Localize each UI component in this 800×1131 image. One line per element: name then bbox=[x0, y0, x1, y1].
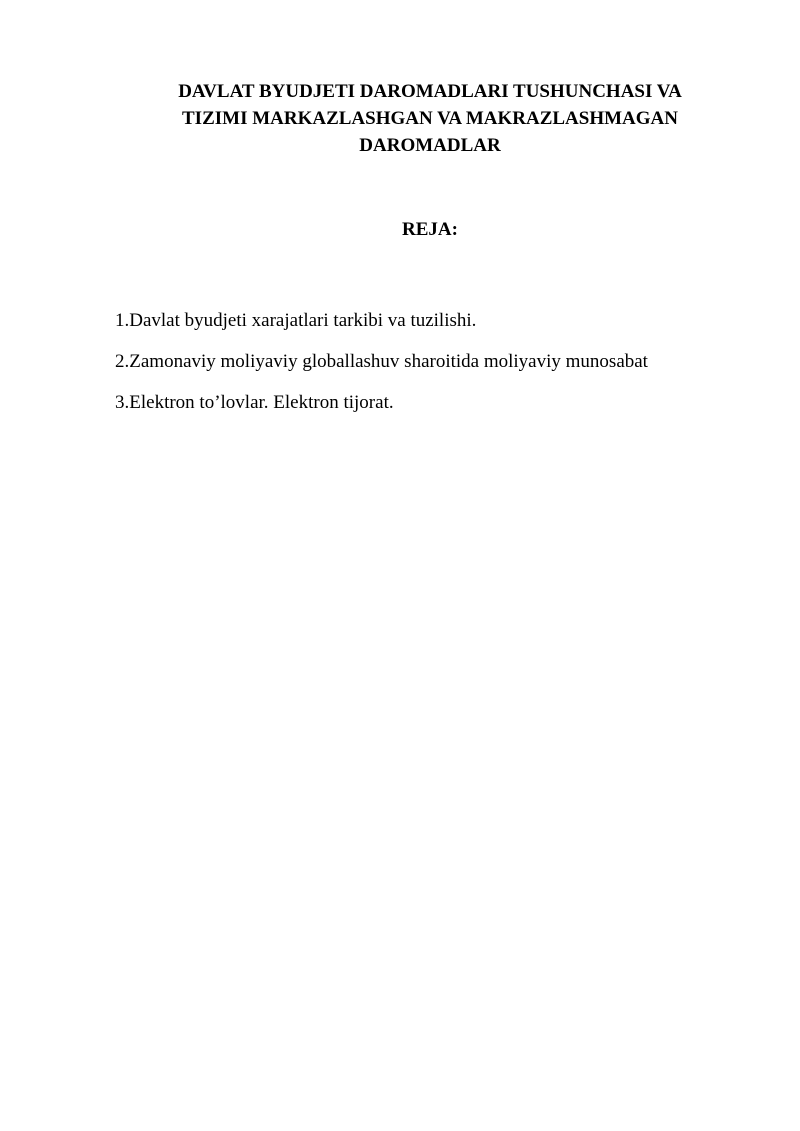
plan-item: 3.Elektron to’lovlar. Elektron tijorat. bbox=[115, 392, 394, 413]
plan-item: 1.Davlat byudjeti xarajatlari tarkibi va tuzilishi. bbox=[115, 310, 477, 331]
plan-list bbox=[115, 300, 648, 423]
document-title bbox=[115, 78, 745, 159]
title-line-3: DAROMADLAR bbox=[359, 135, 501, 156]
plan-heading: REJA: bbox=[402, 219, 458, 240]
title-line-1: DAVLAT BYUDJETI DAROMADLARI TUSHUNCHASI VA bbox=[178, 81, 682, 102]
title-line-2: TIZIMI MARKAZLASHGAN VA MAKRAZLASHMAGAN bbox=[182, 108, 678, 129]
plan-item: 2.Zamonaviy moliyaviy globallashuv sharoitida moliyaviy munosabat bbox=[115, 351, 648, 372]
